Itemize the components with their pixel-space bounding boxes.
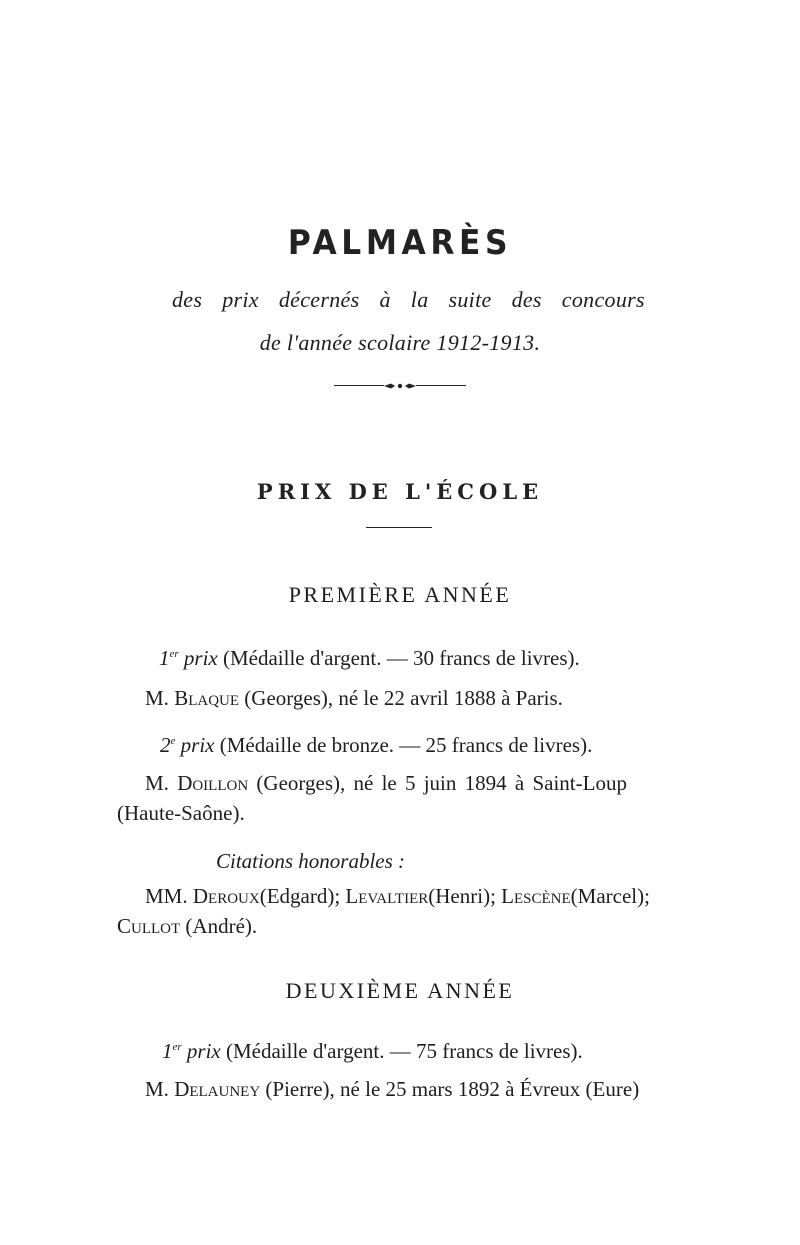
second-year-heading: DEUXIÈME ANNÉE [285, 978, 515, 1003]
subtitle-line-2: de l'année scolaire 1912-1913. [259, 330, 541, 355]
subtitle-word: des [511, 287, 542, 312]
citations-line-1: MM. Deroux(Edgard); Levaltier(Henri); Lescène(Marcel); [145, 884, 650, 908]
subtitle-word: la [410, 287, 429, 312]
prize-rank: 2e [160, 733, 176, 757]
first-year-prize-1 [159, 646, 580, 671]
citations-line-2: Cullot (André). [117, 914, 258, 938]
winner-name: Delauney [174, 1077, 261, 1101]
first-year-prize-2-winner-line-2: (Haute-Saône). [117, 801, 245, 825]
first-year-prize-1-winner: M. Blaque (Georges), né le 22 avril 1888 à Paris. [145, 686, 563, 710]
ornament-divider [334, 382, 466, 390]
citation-name: Levaltier [345, 884, 429, 908]
prize-description: (Médaille d'argent. — 75 francs de livres). [226, 1039, 583, 1063]
prize-label: prix [183, 646, 218, 670]
subtitle-line-1 [172, 287, 645, 313]
section-title: PRIX DE L'ÉCOLE [256, 479, 544, 504]
subtitle-word: décernés [278, 287, 360, 312]
prize-rank: 1er [159, 646, 179, 670]
citation-name: Deroux [192, 884, 260, 908]
second-year-prize-1-winner: M. Delauney (Pierre), né le 25 mars 1892 à Évreux (Eure) [145, 1077, 640, 1101]
citation-name: Cullot [117, 914, 181, 938]
second-year-prize-1 [162, 1039, 583, 1064]
first-year-prize-2-winner: M. Doillon (Georges), né le 5 juin 1894 à Saint-Loup [145, 771, 627, 795]
winner-name: Doillon [177, 771, 249, 795]
subtitle-word: prix [222, 287, 259, 312]
citations-heading: Citations honorables : [216, 849, 406, 873]
prize-rank: 1er [162, 1039, 182, 1063]
subtitle-word: suite [448, 287, 492, 312]
prize-description: (Médaille de bronze. — 25 francs de livres). [219, 733, 593, 757]
first-year-heading: PREMIÈRE ANNÉE [288, 582, 512, 607]
subtitle-word: à [379, 287, 391, 312]
page-title: PALMARÈS [287, 223, 513, 263]
winner-name: Blaque [174, 686, 240, 710]
section-rule [366, 527, 432, 528]
first-year-prize-2 [160, 733, 592, 758]
subtitle-word: des [172, 287, 203, 312]
subtitle-word: concours [561, 287, 645, 312]
citation-name: Lescène [501, 884, 571, 908]
prize-label: prix [180, 733, 215, 757]
prize-label: prix [186, 1039, 221, 1063]
prize-description: (Médaille d'argent. — 30 francs de livres). [223, 646, 580, 670]
